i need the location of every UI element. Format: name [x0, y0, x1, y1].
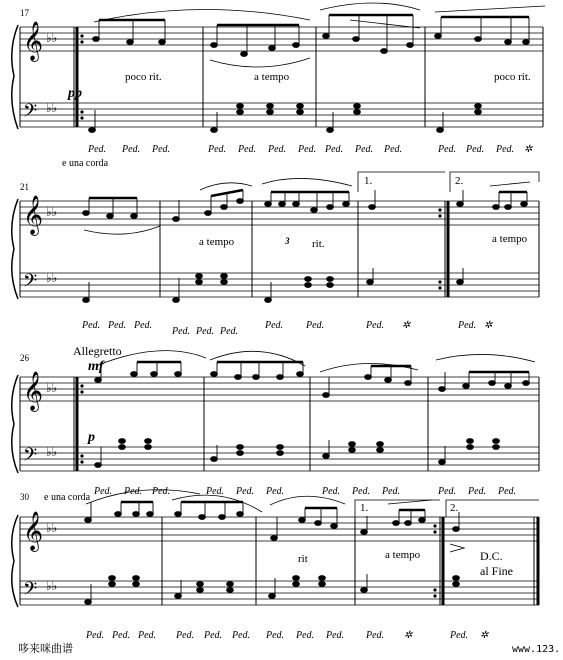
svg-text:Ped.: Ped. [266, 630, 285, 641]
repeat-dots [80, 384, 83, 463]
brace [12, 199, 18, 299]
bass-notes [89, 104, 482, 133]
svg-text:Ped.: Ped. [176, 630, 195, 641]
expression-text: a tempo [199, 236, 235, 248]
expression-text: D.C. [480, 549, 503, 563]
svg-text:Ped.: Ped. [196, 326, 215, 337]
bass-staff [20, 273, 539, 297]
svg-text:Ped.: Ped. [366, 630, 385, 641]
svg-text:✲: ✲ [484, 320, 493, 331]
tuplet-number: 3 [285, 236, 290, 246]
repeat-dots [438, 208, 441, 289]
bass-clef-icon: 𝄢 [23, 578, 38, 603]
volta-first: 1. [364, 175, 373, 187]
svg-text:Ped.: Ped. [325, 144, 344, 155]
expression-text: rit. [312, 238, 325, 250]
svg-text:Ped.: Ped. [326, 630, 345, 641]
bass-staff [20, 581, 539, 605]
svg-text:Ped.: Ped. [238, 144, 257, 155]
bass-staff [20, 103, 543, 127]
svg-text:✲: ✲ [480, 630, 489, 641]
expression-text: poco rit. [494, 71, 531, 83]
key-signature-flat-icon: ♭♭ [46, 579, 58, 593]
svg-text:Ped.: Ped. [94, 486, 113, 497]
tempo-marking: Allegretto [73, 344, 122, 358]
svg-text:Ped.: Ped. [152, 486, 171, 497]
svg-text:Ped.: Ped. [152, 144, 171, 155]
svg-text:Ped.: Ped. [172, 326, 191, 337]
brace [12, 375, 18, 473]
treble-clef-icon: 𝄞 [23, 513, 44, 550]
expression-text: rit [298, 553, 308, 565]
system-4 [12, 490, 539, 641]
expression-text: e una corda [44, 492, 91, 503]
barlines [20, 377, 539, 471]
svg-text:Ped.: Ped. [366, 320, 385, 331]
site-name: 哆来咪曲谱 [18, 642, 73, 655]
measure-number: 21 [20, 182, 29, 192]
svg-text:Ped.: Ped. [298, 144, 317, 155]
expression-text: poco rit. [125, 71, 162, 83]
expression-text: al Fine [480, 564, 513, 578]
measure-number: 30 [20, 492, 29, 502]
volta-brackets [355, 500, 539, 517]
system-3 [12, 344, 539, 497]
pedal-marks [93, 486, 516, 497]
beams [99, 15, 529, 25]
svg-text:Ped.: Ped. [208, 144, 227, 155]
brace [12, 25, 18, 129]
treble-clef-icon: 𝄞 [23, 23, 44, 60]
svg-text:Ped.: Ped. [296, 630, 315, 641]
svg-text:Ped.: Ped. [268, 144, 287, 155]
system-1 [12, 3, 545, 169]
expression-text: e una corda [62, 158, 109, 169]
svg-text:Ped.: Ped. [322, 486, 341, 497]
svg-text:Ped.: Ped. [122, 144, 141, 155]
dynamic-marking: pp [68, 86, 82, 101]
svg-text:✲: ✲ [524, 144, 533, 155]
treble-clef-icon: 𝄞 [23, 197, 44, 234]
svg-text:Ped.: Ped. [138, 630, 157, 641]
treble-staff [20, 517, 539, 541]
volta-first: 1. [360, 502, 369, 514]
svg-text:Ped.: Ped. [352, 486, 371, 497]
bass-clef-icon: 𝄢 [23, 100, 38, 125]
svg-text:Ped.: Ped. [206, 486, 225, 497]
key-signature-flat-icon: ♭♭ [46, 101, 58, 115]
svg-text:Ped.: Ped. [86, 630, 105, 641]
svg-text:Ped.: Ped. [236, 486, 255, 497]
svg-text:Ped.: Ped. [204, 630, 223, 641]
key-signature-flat-icon: ♭♭ [46, 445, 58, 459]
bass-clef-icon: 𝄢 [23, 270, 38, 295]
svg-text:Ped.: Ped. [88, 144, 107, 155]
key-signature-flat-icon: ♭♭ [46, 271, 58, 285]
expression-text: a tempo [254, 71, 290, 83]
key-signature-flat-icon: ♭♭ [46, 381, 58, 395]
pedal-marks [81, 320, 493, 337]
svg-text:Ped.: Ped. [382, 486, 401, 497]
treble-notes [95, 362, 530, 397]
svg-text:Ped.: Ped. [496, 144, 515, 155]
svg-text:Ped.: Ped. [82, 320, 101, 331]
volta-second: 2. [450, 502, 459, 514]
treble-clef-icon: 𝄞 [23, 373, 44, 410]
site-url: www.123. [512, 644, 561, 655]
svg-text:Ped.: Ped. [265, 320, 284, 331]
expression-text: a tempo [385, 549, 421, 561]
key-signature-flat-icon: ♭♭ [46, 521, 58, 535]
key-signature-flat-icon: ♭♭ [46, 205, 58, 219]
volta-brackets [358, 172, 539, 192]
measure-number: 26 [20, 353, 29, 363]
svg-text:Ped.: Ped. [438, 144, 457, 155]
bass-notes [85, 574, 460, 604]
svg-text:✲: ✲ [404, 630, 413, 641]
svg-text:Ped.: Ped. [108, 320, 127, 331]
svg-text:✲: ✲ [402, 320, 411, 331]
svg-text:Ped.: Ped. [450, 630, 469, 641]
svg-text:Ped.: Ped. [458, 320, 477, 331]
svg-text:Ped.: Ped. [112, 630, 131, 641]
svg-text:Ped.: Ped. [232, 630, 251, 641]
key-signature-flat-icon: ♭♭ [46, 31, 58, 45]
measure-number: 17 [20, 8, 29, 18]
repeat-dots [80, 34, 83, 119]
slurs [94, 3, 545, 67]
brace [12, 515, 18, 607]
svg-text:Ped.: Ped. [468, 486, 487, 497]
accent-marks [450, 544, 464, 552]
svg-text:Ped.: Ped. [134, 320, 153, 331]
bass-clef-icon: 𝄢 [23, 444, 38, 469]
svg-text:Ped.: Ped. [498, 486, 517, 497]
dynamic-marking: mf [88, 359, 104, 374]
svg-text:Ped.: Ped. [355, 144, 374, 155]
dynamic-marking: p [88, 430, 95, 445]
svg-text:Ped.: Ped. [124, 486, 143, 497]
svg-text:Ped.: Ped. [306, 320, 325, 331]
svg-text:Ped.: Ped. [266, 486, 285, 497]
beams [137, 362, 529, 372]
beams [89, 190, 527, 198]
pedal-marks [87, 144, 533, 155]
volta-second: 2. [455, 175, 464, 187]
expression-text: a tempo [492, 233, 528, 245]
svg-text:Ped.: Ped. [466, 144, 485, 155]
treble-notes [83, 190, 528, 221]
svg-text:Ped.: Ped. [384, 144, 403, 155]
pedal-marks [85, 630, 489, 641]
svg-text:Ped.: Ped. [220, 326, 239, 337]
system-2 [12, 172, 539, 337]
barlines [20, 517, 538, 605]
svg-text:Ped.: Ped. [438, 486, 457, 497]
